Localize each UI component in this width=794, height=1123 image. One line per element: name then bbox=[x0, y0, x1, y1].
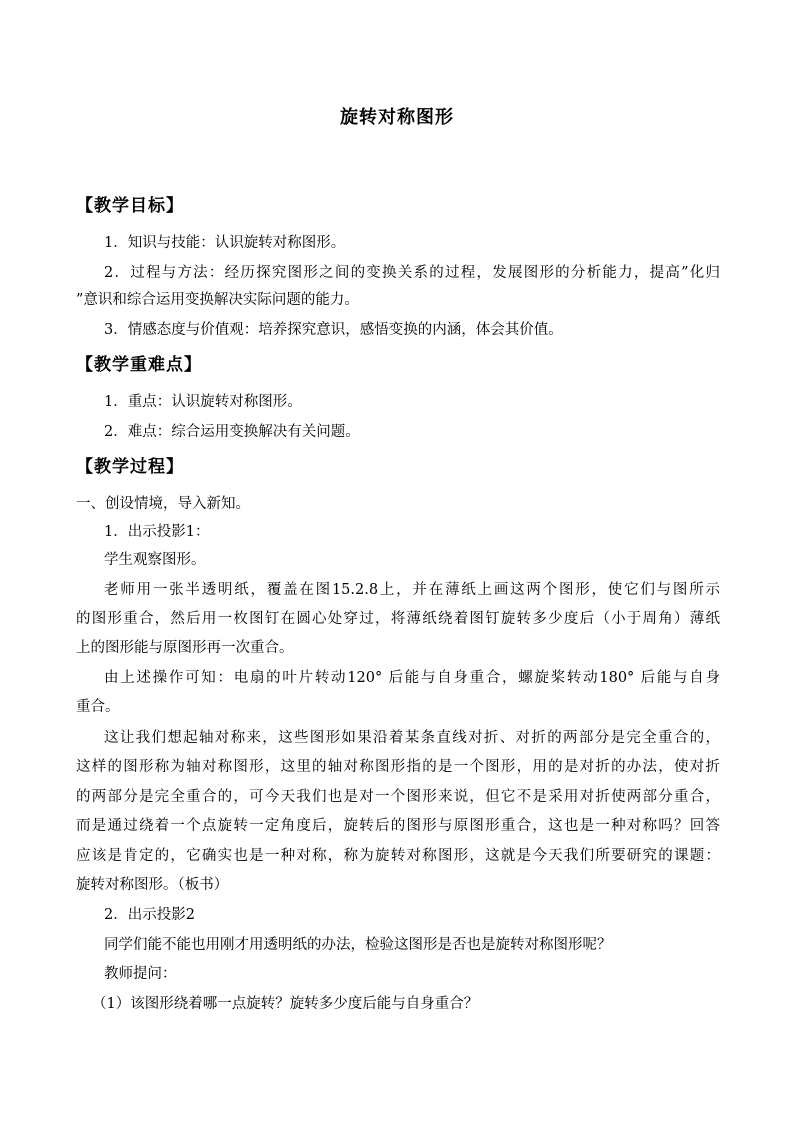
process-line-10: 这样的图形称为轴对称图形，这里的轴对称图形指的是一个图形，用的是对折的办法，使对折 bbox=[76, 759, 720, 775]
process-line-13: 应该是肯定的，它确实也是一种对称，称为旋转对称图形，这就是今天我们所要研究的课题： bbox=[76, 848, 720, 864]
objective-item-2-continued: ”意识和综合运用变换解决实际问题的能力。 bbox=[76, 292, 359, 308]
key-point-item-2: 2．难点：综合运用变换解决有关问题。 bbox=[104, 424, 360, 440]
objective-item-1: 1．知识与技能：认识旋转对称图形。 bbox=[104, 235, 346, 251]
process-line-17: 教师提问： bbox=[104, 966, 177, 982]
process-line-16: 同学们能不能也用刚才用透明纸的办法，检验这图形是否也是旋转对称图形呢？ bbox=[104, 937, 612, 953]
process-line-7: 由上述操作可知：电扇的叶片转动120° 后能与自身重合，螺旋桨转动180° 后能与自身 bbox=[104, 670, 720, 686]
process-line-11: 的两部分是完全重合的，可今天我们也是对一个图形来说，但它不是采用对折使两部分重合， bbox=[76, 789, 720, 805]
process-line-18: （1）该图形绕着哪一点旋转？旋转多少度后能与自身重合？ bbox=[92, 996, 479, 1012]
process-line-9: 这让我们想起轴对称来，这些图形如果沿着某条直线对折、对折的两部分是完全重合的， bbox=[104, 730, 720, 746]
process-line-12: 而是通过绕着一个点旋转一定角度后，旋转后的图形与原图形重合，这也是一种对称吗？回答 bbox=[76, 818, 720, 834]
process-line-1: 一、创设情境，导入新知。 bbox=[76, 496, 250, 512]
key-point-item-1: 1．重点：认识旋转对称图形。 bbox=[104, 394, 302, 410]
process-line-2: 1．出示投影1： bbox=[104, 524, 210, 540]
process-line-15: 2．出示投影2 bbox=[104, 907, 195, 923]
section-heading-key-points: 【教学重难点】 bbox=[76, 355, 202, 375]
process-line-4: 老师用一张半透明纸，覆盖在图15.2.8上，并在薄纸上画这两个图形，使它们与图所示 bbox=[104, 582, 720, 598]
document-title: 旋转对称图形 bbox=[340, 107, 454, 128]
process-line-3: 学生观察图形。 bbox=[104, 552, 206, 568]
objective-item-3: 3．情感态度与价值观：培养探究意识，感悟变换的内涵，体会其价值。 bbox=[104, 322, 563, 338]
section-heading-process: 【教学过程】 bbox=[76, 457, 184, 477]
process-line-5: 的图形重合，然后用一枚图钉在圆心处穿过，将薄纸绕着图钉旋转多少度后（小于周角）薄纸 bbox=[76, 611, 720, 627]
process-line-6: 上的图形能与原图形再一次重合。 bbox=[76, 640, 294, 656]
process-line-8: 重合。 bbox=[76, 699, 120, 715]
process-line-14: 旋转对称图形。（板书） bbox=[76, 877, 229, 893]
section-heading-objectives: 【教学目标】 bbox=[76, 196, 184, 216]
objective-item-2: 2．过程与方法：经历探究图形之间的变换关系的过程，发展图形的分析能力，提高”化归 bbox=[104, 265, 720, 281]
